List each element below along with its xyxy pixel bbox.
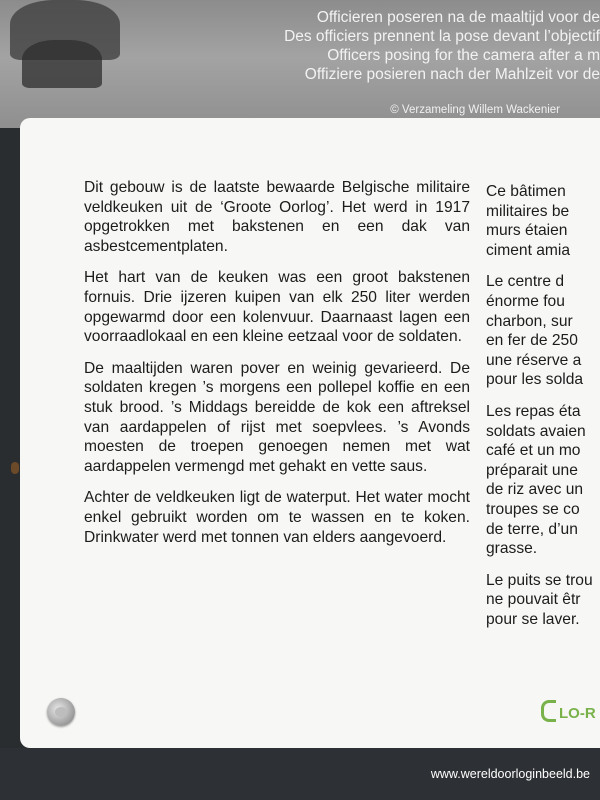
line-fr: troupes se co: [486, 500, 580, 518]
caption-line-fr: Des officiers prennent la pose devant l’objectif: [284, 28, 600, 45]
photo-credit: © Verzameling Willem Wackenier: [390, 104, 560, 116]
paragraph-fr: [486, 182, 600, 260]
paragraph-nl: De maaltijden waren pover en weinig gevarieerd. De soldaten kregen ’s morgens een pollepel koffie en een stuk brood. ’s Middags bereidde de kok een aftreksel van aardappelen of rijst met soepvlees. ’s Avonds moesten de troepen genoegen nemen met wat aardappelen vermengd met gehakt en vette saus.: [84, 359, 470, 475]
line-fr: café et un mo: [486, 442, 581, 460]
screw-icon: [47, 698, 75, 726]
paragraph-nl: Achter de veldkeuken ligt de waterput. Het water mocht enkel gebruikt worden om te wassen en te koken. Drinkwater werd met tonnen van elders aangevoerd.: [84, 489, 470, 546]
logo-mark-icon: [541, 700, 556, 722]
line-fr: ciment amia: [486, 241, 571, 259]
watermark: www.wereldoorloginbeeld.be: [430, 767, 590, 781]
line-fr: pour les solda: [486, 371, 584, 389]
line-fr: Le centre d: [486, 273, 565, 291]
photo-boot: [22, 40, 102, 88]
paragraph-nl: Dit gebouw is de laatste bewaarde Belgische militaire veldkeuken uit de ‘Groote Oorlog’. Het werd in 1917 opgetrokken met bakstenen en een dak van asbestcementplaten.: [84, 179, 470, 255]
line-fr: ne pouvait êtr: [486, 591, 581, 609]
line-fr: murs étaien: [486, 222, 568, 240]
line-fr: soldats avaien: [486, 422, 586, 440]
paragraph-fr: [486, 571, 600, 630]
line-fr: militaires be: [486, 202, 570, 220]
line-fr: Les repas éta: [486, 402, 581, 420]
dutch-text-column: [84, 178, 470, 559]
insect: [11, 462, 19, 474]
line-fr: Ce bâtimen: [486, 183, 566, 200]
paragraph-fr: [486, 402, 600, 559]
caption-line-nl: Officieren poseren na de maaltijd voor de: [316, 9, 600, 26]
line-fr: grasse.: [486, 540, 538, 558]
french-text-column: [486, 182, 600, 641]
line-fr: en fer de 250: [486, 332, 578, 350]
paragraph-nl: Het hart van de keuken was een groot bakstenen fornuis. Drie ijzeren kuipen van elk 250 liter werden opgewarmd door een kolenvuur. Daarnaast lagen een voorraadlokaal en een kleine eetzaal voor de soldaten.: [84, 269, 470, 346]
line-fr: Le puits se trou: [486, 571, 593, 589]
organization-logo: [541, 700, 596, 722]
line-fr: préparait une: [486, 461, 578, 479]
line-fr: une réserve a: [486, 351, 582, 369]
caption-line-en: Officers posing for the camera after a m: [327, 47, 600, 64]
photo-caption: [180, 8, 600, 84]
line-fr: de terre, d’un: [486, 520, 578, 538]
caption-line-de: Offiziere posieren nach der Mahlzeit vor de: [304, 66, 600, 83]
line-fr: de riz avec un: [486, 481, 584, 499]
line-fr: pour se laver.: [486, 610, 580, 628]
historic-photo: [0, 0, 600, 128]
line-fr: énorme fou: [486, 292, 565, 310]
paragraph-fr: [486, 272, 600, 390]
logo-text: LO-R: [559, 705, 596, 722]
line-fr: charbon, sur: [486, 312, 573, 330]
